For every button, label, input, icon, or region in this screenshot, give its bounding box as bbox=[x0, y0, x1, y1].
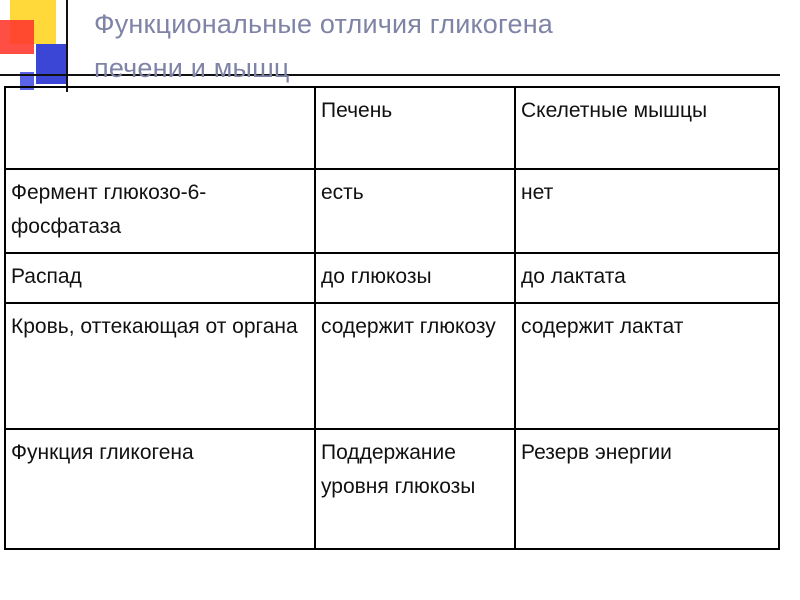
muscle-cell: содержит лактат bbox=[515, 303, 779, 429]
table-row bbox=[5, 169, 779, 253]
liver-cell: до глюкозы bbox=[315, 253, 515, 303]
row-label: Распад bbox=[5, 253, 315, 303]
slide-title-line-2: печени и мышц bbox=[94, 53, 290, 83]
header-cell-liver: Печень bbox=[315, 87, 515, 169]
liver-cell: содержит глюкозу bbox=[315, 303, 515, 429]
row-label: Фермент глюкозо-6-фосфатаза bbox=[5, 169, 315, 253]
table-header-row bbox=[5, 87, 779, 169]
decor-red-square bbox=[0, 20, 34, 54]
decor-blue-square bbox=[36, 44, 66, 84]
muscle-cell: нет bbox=[515, 169, 779, 253]
muscle-cell: Резерв энергии bbox=[515, 429, 779, 549]
header-cell-muscles: Скелетные мышцы bbox=[515, 87, 779, 169]
muscle-cell: до лактата bbox=[515, 253, 779, 303]
table-row bbox=[5, 429, 779, 549]
liver-cell: Поддержание уровня глюкозы bbox=[315, 429, 515, 549]
table-row bbox=[5, 303, 779, 429]
row-label: Кровь, оттекающая от органа bbox=[5, 303, 315, 429]
header-cell-empty bbox=[5, 87, 315, 169]
table-row bbox=[5, 253, 779, 303]
decor-vertical-line bbox=[66, 0, 68, 92]
slide-title-line-1: Функциональные отличия гликогена bbox=[94, 9, 554, 39]
slide-title bbox=[94, 2, 784, 90]
liver-cell: есть bbox=[315, 169, 515, 253]
row-label: Функция гликогена bbox=[5, 429, 315, 549]
comparison-table bbox=[4, 86, 780, 550]
